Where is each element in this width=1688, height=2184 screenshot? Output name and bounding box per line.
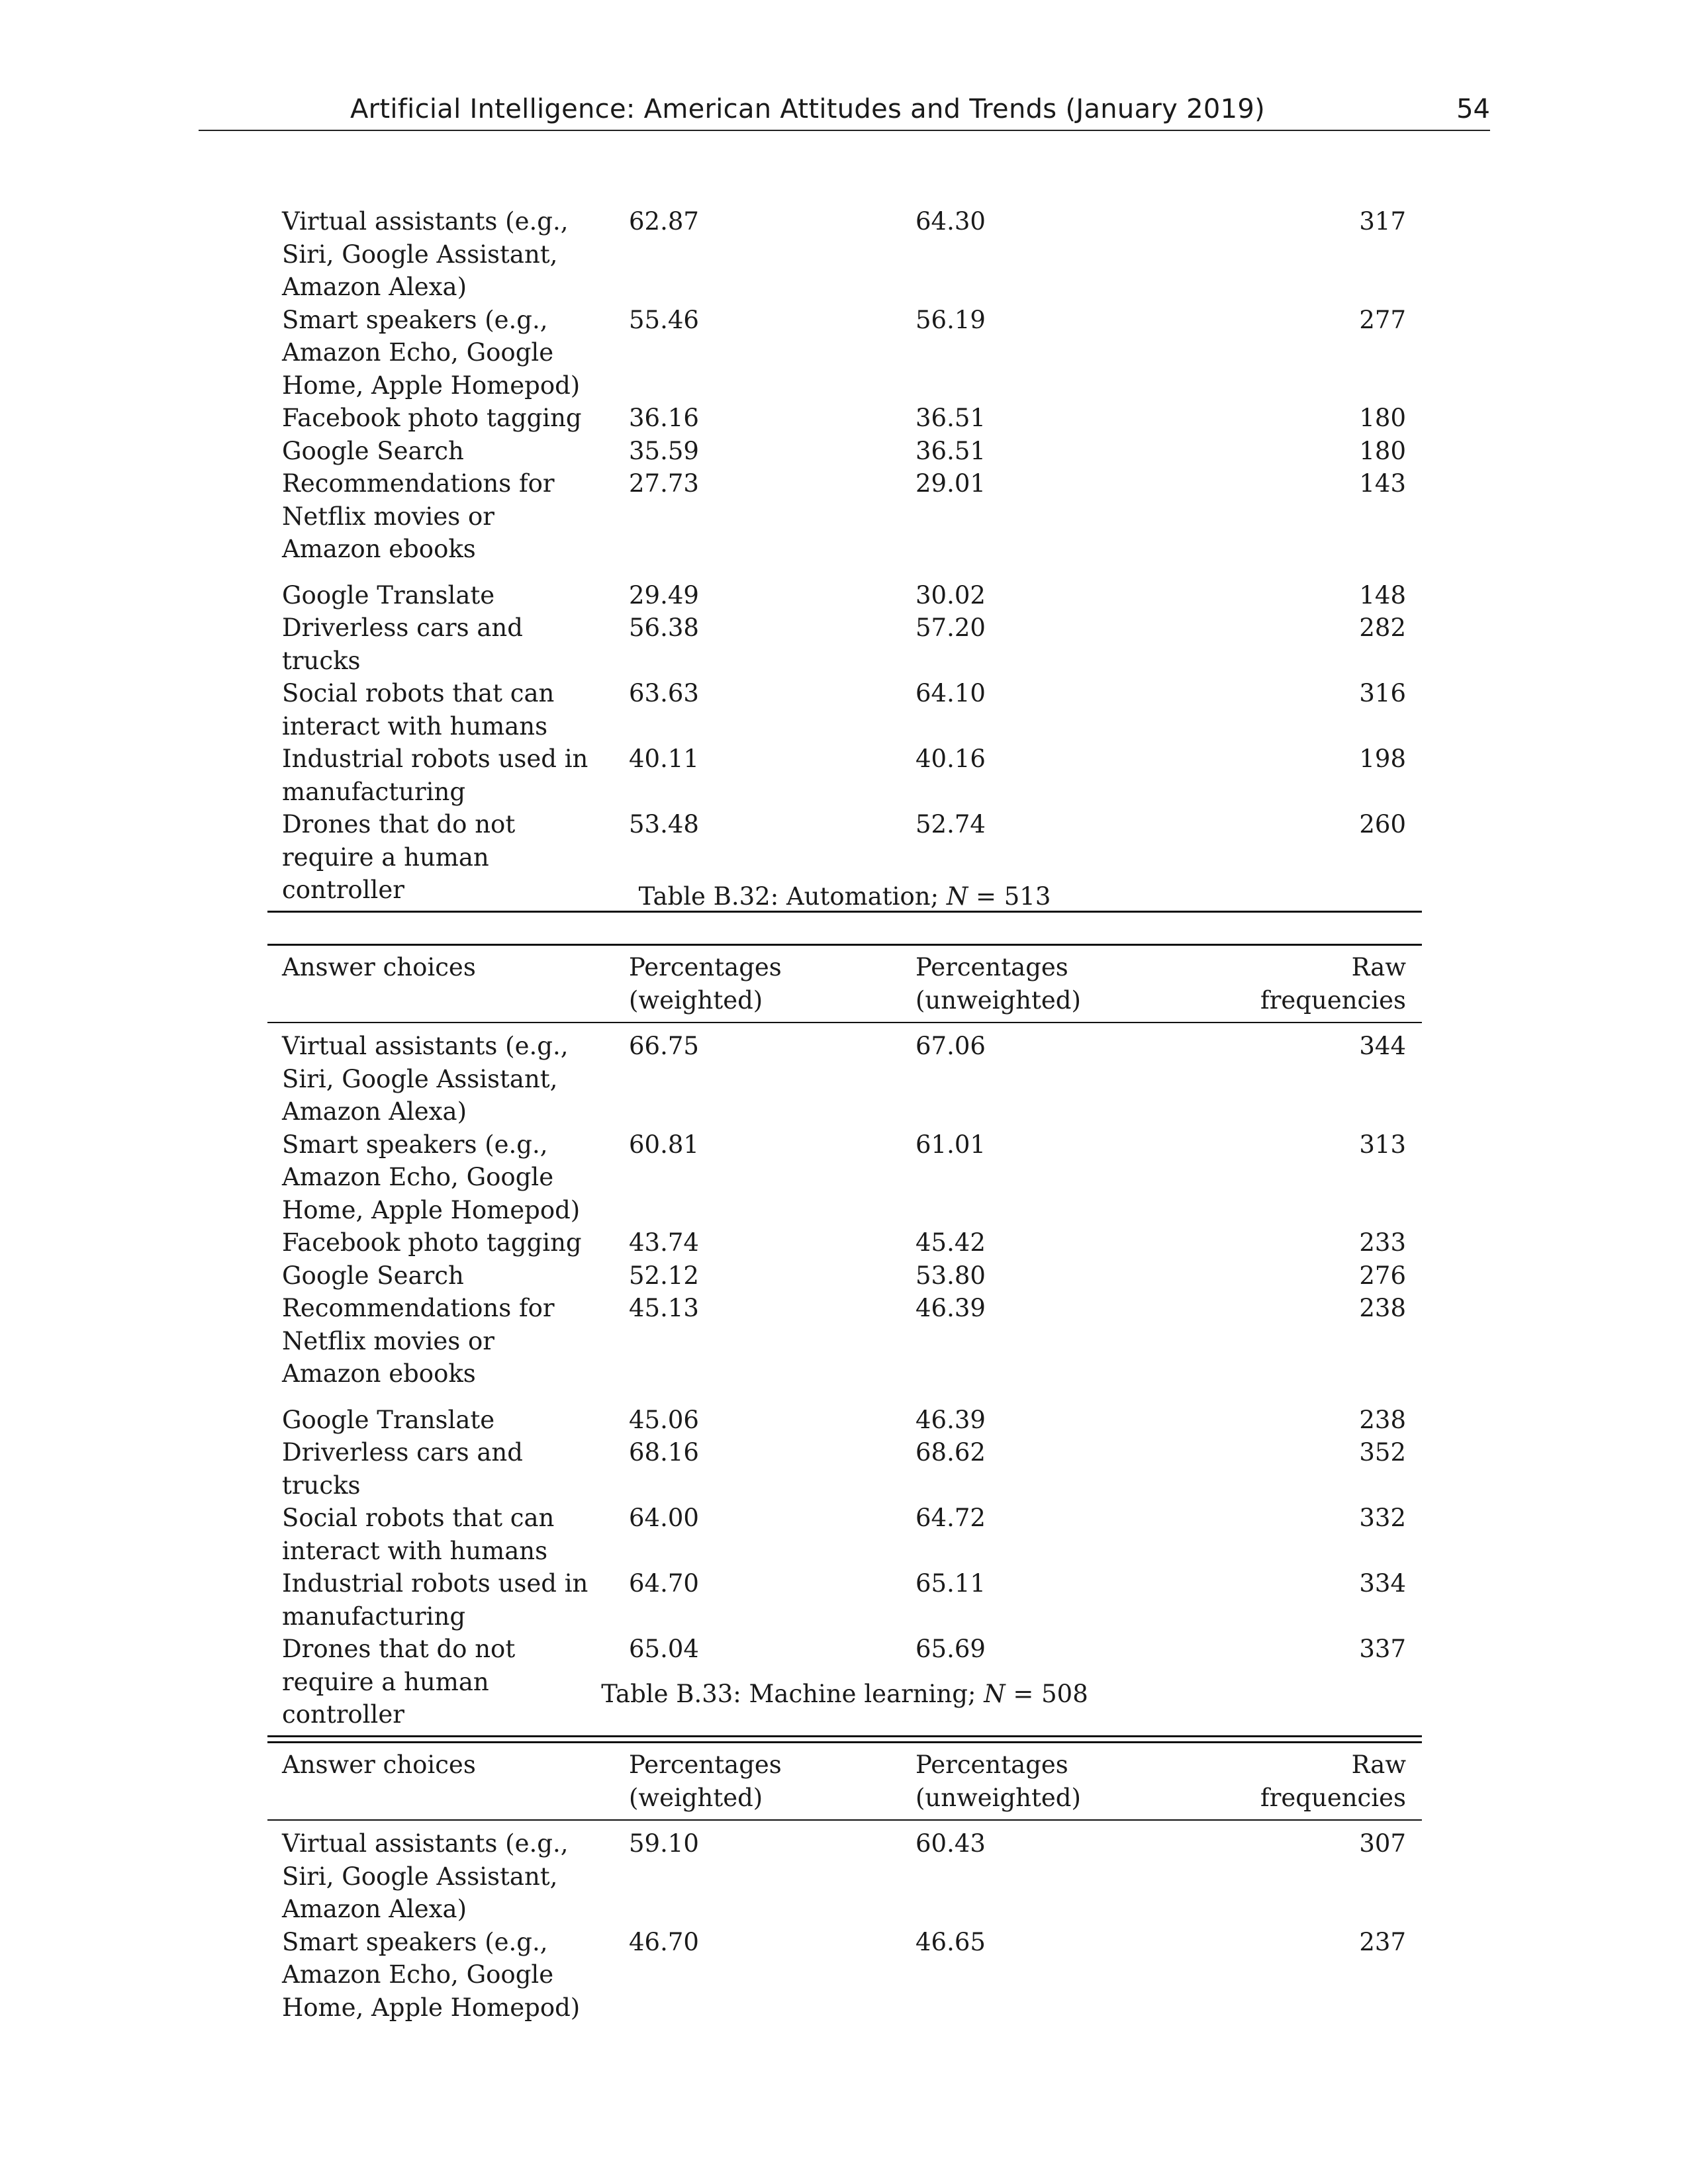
cell-weighted: 59.10 bbox=[629, 1829, 699, 1858]
table-b32 bbox=[267, 877, 1422, 1737]
cell-raw: 352 bbox=[1359, 1438, 1406, 1467]
cell-raw: 238 bbox=[1359, 1294, 1406, 1322]
cell-raw: 143 bbox=[1359, 469, 1406, 498]
cell-weighted: 62.87 bbox=[629, 207, 699, 236]
cell-raw: 337 bbox=[1241, 1633, 1422, 1736]
table-caption bbox=[267, 877, 1422, 917]
table-b31-continued bbox=[267, 199, 1422, 913]
cell-choice: Social robots that can interact with humans bbox=[282, 679, 555, 741]
cell-unweighted: 53.80 bbox=[915, 1261, 986, 1290]
cell-raw: 316 bbox=[1359, 679, 1406, 707]
cell-unweighted: 65.11 bbox=[915, 1569, 986, 1598]
cell-unweighted: 64.30 bbox=[915, 207, 986, 236]
table-row bbox=[267, 1926, 1422, 2025]
cell-weighted: 66.75 bbox=[629, 1032, 699, 1060]
caption-n-symbol: N bbox=[946, 882, 968, 911]
running-header bbox=[199, 90, 1490, 131]
cell-weighted: 40.11 bbox=[629, 745, 699, 773]
cell-weighted: 55.46 bbox=[629, 305, 699, 334]
cell-weighted: 29.49 bbox=[629, 580, 699, 610]
table-header bbox=[267, 1743, 1422, 1821]
table-row bbox=[267, 435, 1422, 468]
cell-choice: Virtual assistants (e.g., Siri, Google Assistant, Amazon Alexa) bbox=[282, 1032, 569, 1126]
cell-unweighted: 30.02 bbox=[915, 580, 986, 610]
table-row bbox=[267, 304, 1422, 402]
cell-weighted: 52.12 bbox=[629, 1261, 699, 1290]
table-row bbox=[267, 402, 1422, 435]
column-header-weighted: Percentages (weighted) bbox=[613, 945, 900, 1023]
cell-unweighted: 67.06 bbox=[915, 1032, 986, 1060]
cell-choice: Industrial robots used in manufacturing bbox=[282, 745, 588, 806]
table-row bbox=[267, 1023, 1422, 1128]
cell-weighted: 64.00 bbox=[629, 1504, 699, 1532]
cell-unweighted: 52.74 bbox=[900, 808, 1241, 911]
cell-weighted: 46.70 bbox=[629, 1927, 699, 1956]
cell-unweighted: 64.72 bbox=[915, 1504, 986, 1532]
cell-choice: Driverless cars and trucks bbox=[282, 1438, 523, 1500]
column-header-unweighted: Percentages (unweighted) bbox=[900, 1743, 1241, 1821]
cell-choice: Smart speakers (e.g., Amazon Echo, Google Home, Apple Homepod) bbox=[282, 305, 581, 400]
cell-raw: 334 bbox=[1359, 1569, 1406, 1598]
table-header bbox=[267, 945, 1422, 1023]
cell-raw: 282 bbox=[1359, 614, 1406, 642]
cell-unweighted: 56.19 bbox=[915, 305, 986, 334]
cell-weighted: 56.38 bbox=[629, 614, 699, 642]
column-header-unweighted: Percentages (unweighted) bbox=[900, 945, 1241, 1023]
table-row bbox=[267, 743, 1422, 808]
cell-raw: 237 bbox=[1359, 1927, 1406, 1956]
cell-choice: Industrial robots used in manufacturing bbox=[282, 1569, 588, 1631]
cell-choice: Drones that do not require a human controller bbox=[267, 1633, 613, 1736]
cell-unweighted: 60.43 bbox=[915, 1829, 986, 1858]
cell-unweighted: 46.39 bbox=[915, 1294, 986, 1322]
table-body bbox=[267, 199, 1422, 911]
cell-choice: Google Translate bbox=[282, 580, 495, 610]
cell-unweighted: 68.62 bbox=[915, 1438, 986, 1467]
table-row bbox=[267, 566, 1422, 612]
cell-weighted: 36.16 bbox=[629, 404, 699, 432]
cell-unweighted: 45.42 bbox=[915, 1228, 986, 1257]
data-table bbox=[267, 1741, 1422, 2024]
caption-n-value: = 513 bbox=[975, 882, 1051, 911]
cell-weighted: 45.13 bbox=[629, 1294, 699, 1322]
cell-unweighted: 46.65 bbox=[915, 1927, 986, 1956]
table-row bbox=[267, 1502, 1422, 1567]
cell-choice: Recommendations for Netflix movies or Amazon ebooks bbox=[282, 469, 555, 563]
cell-weighted: 45.06 bbox=[629, 1405, 699, 1434]
cell-weighted: 68.16 bbox=[629, 1438, 699, 1467]
cell-raw: 180 bbox=[1359, 404, 1406, 432]
cell-choice: Smart speakers (e.g., Amazon Echo, Google Home, Apple Homepod) bbox=[282, 1130, 581, 1224]
cell-raw: 307 bbox=[1359, 1829, 1406, 1858]
cell-unweighted: 40.16 bbox=[915, 745, 986, 773]
cell-raw: 276 bbox=[1359, 1261, 1406, 1290]
data-table bbox=[267, 944, 1422, 1737]
cell-unweighted: 57.20 bbox=[915, 614, 986, 642]
table-row bbox=[267, 1226, 1422, 1259]
cell-choice: Drones that do not require a human controller bbox=[267, 808, 613, 911]
cell-unweighted: 64.10 bbox=[915, 679, 986, 707]
page-number: 54 bbox=[1456, 94, 1490, 124]
cell-choice: Virtual assistants (e.g., Siri, Google Assistant, Amazon Alexa) bbox=[282, 207, 569, 301]
table-row bbox=[267, 1436, 1422, 1502]
caption-n-symbol: N bbox=[984, 1680, 1006, 1708]
column-header-raw-frequencies: Raw frequencies bbox=[1241, 945, 1422, 1023]
cell-raw: 313 bbox=[1359, 1130, 1406, 1159]
cell-choice: Google Search bbox=[282, 436, 464, 465]
cell-weighted: 64.70 bbox=[629, 1569, 699, 1598]
cell-choice: Google Search bbox=[282, 1261, 464, 1290]
column-header-answer-choices: Answer choices bbox=[267, 945, 613, 1023]
cell-raw: 233 bbox=[1359, 1228, 1406, 1257]
cell-raw: 198 bbox=[1359, 745, 1406, 773]
caption-prefix: Table B.32: Automation; bbox=[638, 882, 939, 911]
caption-prefix: Table B.33: Machine learning; bbox=[601, 1680, 976, 1708]
cell-raw: 277 bbox=[1359, 305, 1406, 334]
cell-unweighted: 65.69 bbox=[900, 1633, 1241, 1736]
cell-choice: Recommendations for Netflix movies or Amazon ebooks bbox=[282, 1294, 555, 1388]
cell-raw: 317 bbox=[1359, 207, 1406, 236]
table-row bbox=[267, 1259, 1422, 1293]
cell-weighted: 43.74 bbox=[629, 1228, 699, 1257]
cell-unweighted: 36.51 bbox=[915, 404, 986, 432]
cell-raw: 180 bbox=[1359, 436, 1406, 465]
cell-choice: Facebook photo tagging bbox=[282, 1228, 582, 1257]
cell-unweighted: 61.01 bbox=[915, 1130, 986, 1159]
cell-weighted: 65.04 bbox=[613, 1633, 900, 1736]
caption-n-value: = 508 bbox=[1013, 1680, 1088, 1708]
cell-raw: 238 bbox=[1359, 1405, 1406, 1434]
column-header-weighted: Percentages (weighted) bbox=[613, 1743, 900, 1821]
table-row bbox=[267, 1128, 1422, 1227]
table-row bbox=[267, 1292, 1422, 1390]
column-header-raw-frequencies: Raw frequencies bbox=[1241, 1743, 1422, 1821]
cell-choice: Driverless cars and trucks bbox=[282, 614, 523, 675]
table-row bbox=[267, 1390, 1422, 1437]
table-body bbox=[267, 1023, 1422, 1736]
cell-weighted: 60.81 bbox=[629, 1130, 699, 1159]
cell-weighted: 63.63 bbox=[629, 679, 699, 707]
table-row bbox=[267, 612, 1422, 677]
table-row bbox=[267, 1567, 1422, 1633]
cell-unweighted: 36.51 bbox=[915, 436, 986, 465]
running-title: Artificial Intelligence: American Attitudes and Trends (January 2019) bbox=[350, 94, 1266, 124]
cell-choice: Smart speakers (e.g., Amazon Echo, Google Home, Apple Homepod) bbox=[282, 1927, 581, 2022]
column-header-answer-choices: Answer choices bbox=[267, 1743, 613, 1821]
cell-weighted: 35.59 bbox=[629, 436, 699, 465]
table-body bbox=[267, 1820, 1422, 2024]
table-row bbox=[267, 1820, 1422, 1926]
cell-unweighted: 29.01 bbox=[915, 469, 986, 498]
cell-raw: 148 bbox=[1359, 580, 1406, 610]
table-caption bbox=[267, 1674, 1422, 1714]
data-table bbox=[267, 199, 1422, 913]
table-b33 bbox=[267, 1674, 1422, 2024]
cell-choice: Social robots that can interact with humans bbox=[282, 1504, 555, 1565]
cell-weighted: 27.73 bbox=[629, 469, 699, 498]
cell-weighted: 53.48 bbox=[613, 808, 900, 911]
cell-raw: 332 bbox=[1359, 1504, 1406, 1532]
cell-choice: Facebook photo tagging bbox=[282, 404, 582, 432]
table-row bbox=[267, 199, 1422, 304]
cell-choice: Virtual assistants (e.g., Siri, Google Assistant, Amazon Alexa) bbox=[282, 1829, 569, 1923]
table-row bbox=[267, 677, 1422, 743]
cell-unweighted: 46.39 bbox=[915, 1405, 986, 1434]
cell-choice: Google Translate bbox=[282, 1405, 495, 1434]
table-row bbox=[267, 467, 1422, 566]
cell-raw: 260 bbox=[1241, 808, 1422, 911]
cell-raw: 344 bbox=[1359, 1032, 1406, 1060]
